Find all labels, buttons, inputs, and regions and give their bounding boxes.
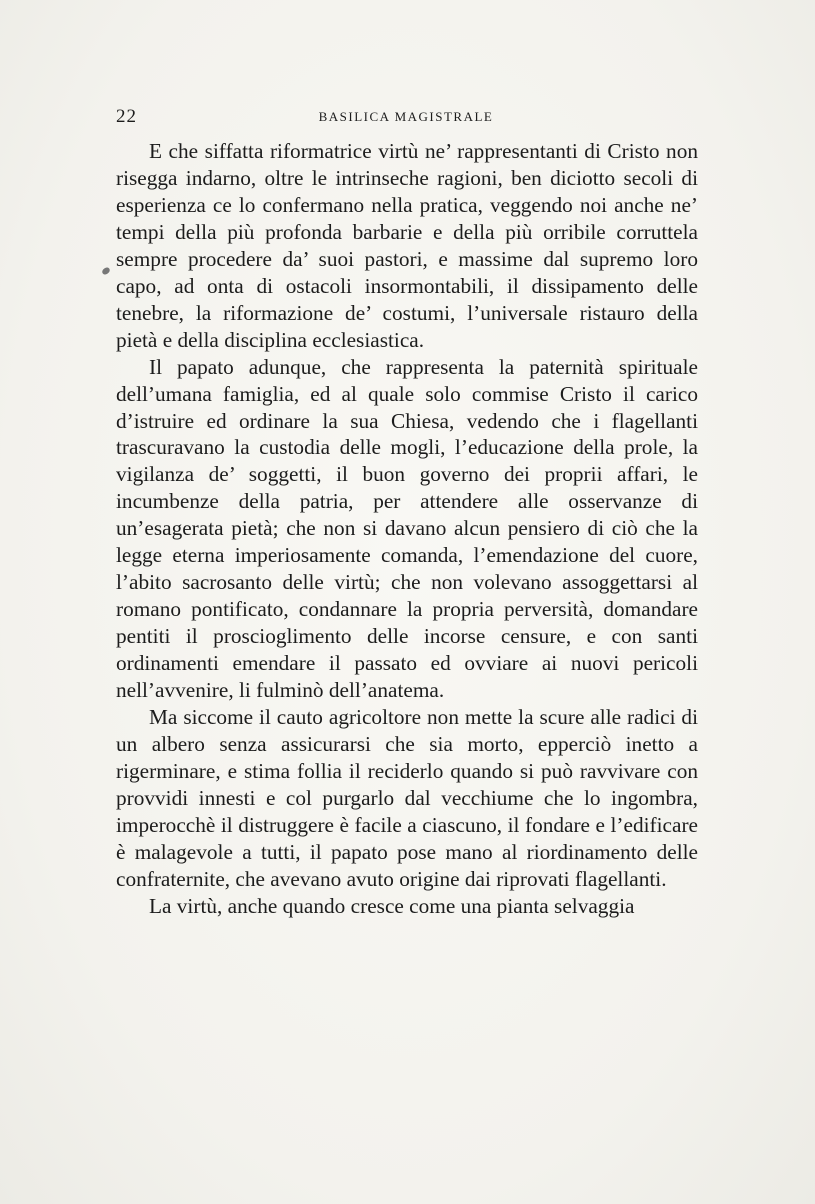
- paragraph: E che siffatta riformatrice virtù ne’ rappresentanti di Cristo non risegga indarno, oltre le intrinseche ragioni, ben diciotto secoli di esperienza ce lo confermano nella pratica, veggendo noi anche ne’ tempi della più profonda barbarie e della più orribile corruttela sempre procedere da’ suoi pastori, e massime dal supremo loro capo, ad onta di ostacoli insormontabili, il dissipamento delle tenebre, la riformazione de’ costumi, l’universale ristauro della pietà e della disciplina ecclesiastica.: [116, 139, 698, 352]
- page-body: [116, 138, 698, 920]
- ink-speck: [101, 266, 111, 275]
- running-title: BASILICA MAGISTRALE: [318, 109, 494, 124]
- paragraph: Il papato adunque, che rappresenta la paternità spirituale dell’umana famiglia, ed al quale solo commise Cristo il carico d’istruire ed ordinare la sua Chiesa, vedendo che i flagellanti trascuravano la custodia delle mogli, l’educazione della prole, la vigilanza de’ soggetti, il buon governo dei proprii affari, le incumbenze della patria, per attendere alle osservanze di un’esagerata pietà; che non si davano alcun pensiero di ciò che la legge eterna imperiosamente comanda, l’emendazione del cuore, l’abito sacrosanto delle virtù; che non volevano assoggettarsi al romano pontificato, condannare la propria perversità, domandare pentiti il proscioglimento delle incorse censure, e con santi ordinamenti emendare il passato ed ovviare ai nuovi pericoli nell’avvenire, li fulminò dell’anatema.: [116, 354, 698, 703]
- paragraph: La virtù, anche quando cresce come una pianta selvaggia: [149, 893, 635, 918]
- page-number: 22: [116, 106, 137, 127]
- paragraph: Ma siccome il cauto agricoltore non mette la scure alle radici di un albero senza assicurarsi che sia morto, epperciò inetto a rigerminare, e stima follia il reciderlo quando si può ravvivare con provvidi innesti e col purgarlo dal vecchiume che lo ingombra, imperocchè il distruggere è facile a ciascuno, il fondare e l’edificare è malagevole a tutti, il papato pose mano al riordinamento delle confraternite, che avevano avuto origine dai riprovati flagellanti.: [116, 705, 698, 891]
- page-header: [116, 106, 696, 130]
